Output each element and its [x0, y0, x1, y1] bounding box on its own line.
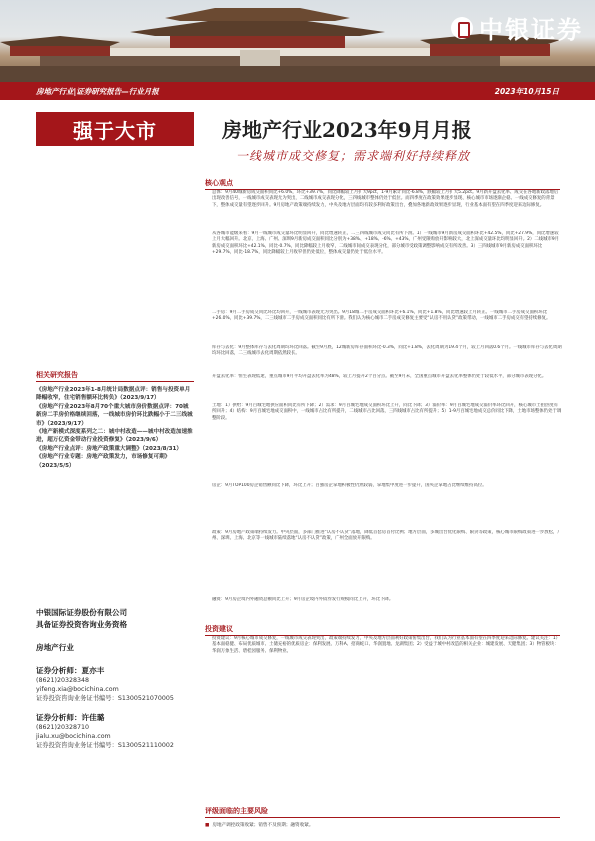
- rating-badge: 强于大市: [36, 112, 194, 146]
- related-report-item[interactable]: 《房地产行业专题：房地产政策发力，市场修复可期》（2023/5/5）: [36, 454, 171, 469]
- sidebar-related: [36, 370, 194, 470]
- analyst-name: 证券分析师：许佳璐: [36, 713, 105, 722]
- brand-logo-group: [451, 10, 583, 45]
- bullet-overall: ■ 总体：9月40城新房成交面积同比+6.0%，环比+39.7%，同比降幅较上月扩大9pct，1-9月累计同比-6.8%，跌幅较上月扩大5.2pct。9月新开盘去化率、成交在各地新政落地后出现改善信号，一线城市成交表现尤为突出，二线城市成交表现分化，三四线城市整体仍处于低位。而四季度在政策效果逐步显现、核心城市市场逐渐企稳、一线成交修复的背景下，整体成交量有望逐步回升。9月房地产政策端持续发力，中央及地方层面均有较多利好政策出台，叠加各地新政效果逐步显现，行业基本面有望在四季度迎来边际修复。: [212, 190, 562, 228]
- bullet-city-tiers: ■ 从各城市能级来看：9月一线城市成交量环比明显回升，同比增速转正，二三四线城市成交同比有所下滑。1）一线城市9月新房成交面积环比+42.5%，同比+27.9%，同比增速较上月大幅回升。北京、上海、广州、深圳9月新房成交面积同比分别为+38%、+18%、-6%、+43%，广州受限购放开影响较大，北上深成交量环比均明显回升。2）二线城市9月新房成交面积环比+42.1%，同比-0.7%，同比降幅较上月收窄，二线城市间成交表现分化，部分城市受政策调整影响成交有所改善。3）三四线城市9月新房成交面积环比+29.7%，同比-18.7%，同比降幅较上月收窄但仍处低位，整体成交量仍处于低位水平。: [212, 231, 562, 307]
- report-date: 2023年10月15日: [494, 86, 559, 96]
- analyst-cert: 证券投资咨询业务证书编号：S1300521110002: [36, 742, 174, 749]
- related-report-item[interactable]: 《房地产行业2023年8月70个重大城市房价数据点评：70城新房二手房价格继续回落，一线城市房价环比跌幅小于二三线城市》（2023/9/17）: [36, 403, 193, 427]
- related-report-item[interactable]: 《房地产行业2023年1-8月统计局数据点评：销售与投资单月降幅收窄，住宅销售额环比转负》（2023/9/17）: [36, 387, 191, 402]
- bullet-land: ■ 土地：1）供给：9月百城宅地供应面积同比有所下降；2）需求：9月百城宅地成交面积环比上升，同比下降；3）溢价率：9月百城宅地成交溢价率环比回升，核心城市土拍热度有所回升；4）结构：9月百城宅地成交面积中，一线城市占比有所提升，二线城市占比回落，三四线城市占比有所提升；5）1-9月百城宅地成交总价同比下降，土地市场整体仍处于调整阶段。: [212, 403, 562, 480]
- sector-label: 房地产行业: [36, 643, 74, 652]
- analyst-phone: (8621)20328348: [36, 677, 89, 684]
- analyst-email[interactable]: jialu.xu@bocichina.com: [36, 733, 111, 740]
- related-reports-heading: 相关研究报告: [36, 370, 194, 382]
- report-category: 房地产行业|证券研究报告—行业月报: [36, 86, 159, 96]
- header-banner: [0, 0, 595, 82]
- analyst-block: [36, 662, 196, 750]
- bullet-developers: ■ 房企：9月TOP100房企销售额同比下降，环比上升；百强房企拿地积极性仍然较弱，拿地集中度进一步提升，国央企拿地占比继续维持高位。: [212, 483, 562, 527]
- company-info: [36, 607, 194, 631]
- related-report-item[interactable]: 《房地产行业点评：房地产政策重大调整》（2023/8/31）: [36, 445, 183, 452]
- page-subtitle: 一线城市成交修复；需求端利好持续释放: [236, 149, 471, 163]
- company-name: 中银国际证券股份有限公司 具备证券投资咨询业务资格: [36, 608, 128, 629]
- report-meta-bar: [0, 82, 595, 100]
- investment-heading: 投资建议: [205, 624, 560, 636]
- analyst-name: 证券分析师：夏亦丰: [36, 666, 105, 675]
- core-points-heading: 核心观点: [205, 178, 560, 190]
- boc-logo-icon: [451, 17, 473, 39]
- bullet-investment: ■ 投资建议：9月核心城市成交修复，一线城市成交表现突出，政策端持续发力，中央及地方层面利好政策密集出台，我们认为行业基本面有望在四季度迎来边际修复。建议关注：1）基本面稳健、布局优质城市、土储充裕的优质房企：保利发展、万科A、招商蛇口、华润置地、龙湖集团；2）受益于城中村改造的相关企业：城建发展、天健集团；3）物管板块：华润万象生活、碧桂园服务、保利物业。: [212, 636, 562, 800]
- bullet-second-hand: ■ 二手房：9月二手房成交同比环比均回升，一线城市表现尤为突出。9月18城二手房成交面积环比+6.1%，同比+1.8%，同比增速较上月转正。一线城市二手房成交面积环比+26.0%，同比+39.7%，二三线城市二手房成交面积同比有所下滑。我们认为核心城市二手房成交修复主要受“认房不用认贷”政策带动，一线城市二手房成交有望持续修复。: [212, 310, 562, 342]
- related-report-item[interactable]: 《地产新模式深度系列之二：城中村改造——城中村改造加速推进，超万亿资金带动行业投资修复》（2023/9/6）: [36, 429, 193, 444]
- page-title: 房地产行业2023年9月月报: [222, 118, 472, 142]
- bullet-financing: ■ 融资：9月房企境内外融资总额同比上升；9月房企境内外债券发行规模同比上升，环比下降。: [212, 597, 562, 617]
- analyst-email[interactable]: yifeng.xia@bocichina.com: [36, 686, 119, 693]
- risk-heading: 评级面临的主要风险: [205, 806, 560, 818]
- bullet-inventory: ■ 库存与去化：9月整体库存与去化周期均环比回落。截至9月底，12城新房库存面积环比-0.3%，同比+1.8%，去化周期为19.4个月，较上月回落0.6个月。一线城市库存与去化周期均环比回落，二三线城市去化周期依然较长。: [212, 345, 562, 371]
- analyst-phone: (8621)20328710: [36, 724, 89, 731]
- bullet-opening-rate: ■ 开盘去化率：恒生表现低迷，重点城市9月平均开盘去化率为48%，较上月提升2个百分点。截至9月末，全国重点城市开盘去化率整体仍处于较低水平，部分城市表现分化。: [212, 374, 562, 400]
- related-reports-list: [36, 386, 194, 470]
- analyst-cert: 证券投资咨询业务证书编号：S1300521070005: [36, 695, 174, 702]
- brand-name: 中银证券: [479, 15, 583, 44]
- bullet-policy: ■ 政策：9月房地产政策端持续发力。中央层面，多部门推进“认房不认贷”落地，降低首套房首付比例；地方层面，多城出台优化限购、限贷等政策，核心城市限购政策进一步放松，广州、深圳、上海、北京等一线城市陆续落地“认房不认贷”政策，广州全面放开限购。: [212, 530, 562, 594]
- risk-text: ■ 房地产调控政策收紧；销售不及预期；融资收紧。: [205, 822, 560, 828]
